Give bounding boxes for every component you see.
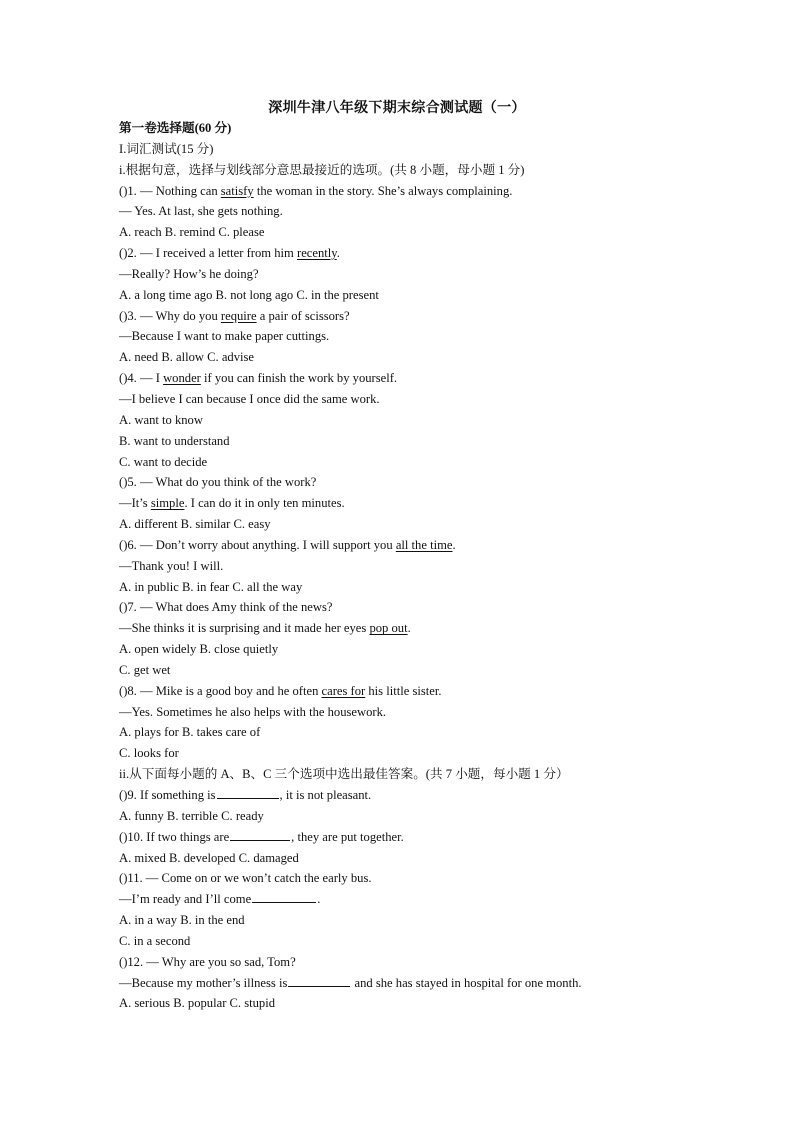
q1-underlined-word: satisfy — [220, 183, 254, 198]
q4-option-a: A. want to know — [119, 412, 203, 427]
q3-text: ()3. — Why do you — [119, 308, 221, 323]
q12-reply-text-end: and she has stayed in hospital for one month. — [351, 975, 582, 990]
q7-reply — [119, 618, 719, 639]
q5-reply — [119, 493, 719, 514]
instruction-ii: ii.从下面每小题的 A、B、C 三个选项中选出最佳答案。(共 7 小题，每小题 1 分） — [119, 767, 569, 782]
q3-options: A. need B. allow C. advise — [119, 350, 255, 365]
q2-reply: —Really? How’s he doing? — [119, 266, 259, 281]
q11-answer-blank[interactable] — [252, 891, 316, 903]
q3-underlined-word: require — [220, 308, 257, 323]
q9-answer-blank[interactable] — [217, 787, 279, 799]
instruction-i: i.根据句意，选择与划线部分意思最接近的选项。(共 8 小题，母小题 1 分) — [119, 162, 525, 177]
q12-reply-text: —Because my mother’s illness is — [119, 975, 288, 990]
q12-answer-blank[interactable] — [288, 975, 350, 987]
q1-text: ()1. — Nothing can — [119, 183, 221, 198]
question-10 — [119, 827, 719, 848]
q2-underlined-word: recently — [297, 246, 337, 261]
q9-options: A. funny B. terrible C. ready — [119, 808, 264, 823]
q10-options: A. mixed B. developed C. damaged — [119, 850, 299, 865]
q5-underlined-word: simple — [150, 496, 185, 511]
q4-option-b: B. want to understand — [119, 433, 230, 448]
question-8 — [119, 681, 719, 702]
q1-options: A. reach B. remind C. please — [119, 225, 265, 240]
question-2 — [119, 243, 719, 264]
q8-text: ()8. — Mike is a good boy and he often — [119, 683, 322, 698]
q7-options-ab: A. open widely B. close quietly — [119, 642, 279, 657]
q11-reply-text-end: . — [317, 892, 321, 907]
q9-text: ()9. If something is — [119, 788, 216, 802]
q5-reply-text-end: . I can do it in only ten minutes. — [184, 496, 345, 511]
q11-option-c: C. in a second — [119, 933, 191, 948]
question-12: ()12. — Why are you so sad, Tom? — [119, 954, 296, 969]
question-5: ()5. — What do you think of the work? — [119, 475, 317, 490]
q4-option-c: C. want to decide — [119, 454, 208, 469]
q1-reply: — Yes. At last, she gets nothing. — [119, 204, 283, 219]
q6-options: A. in public B. in fear C. all the way — [119, 579, 303, 594]
q10-text: ()10. If two things are — [119, 829, 230, 844]
q5-options: A. different B. similar C. easy — [119, 517, 271, 532]
q4-text: ()4. — I — [119, 371, 164, 386]
q6-reply: —Thank you! I will. — [119, 558, 224, 573]
question-3 — [119, 306, 719, 327]
question-6 — [119, 535, 719, 556]
question-7: ()7. — What does Amy think of the news? — [119, 600, 333, 615]
q2-text: ()2. — I received a letter from him — [119, 246, 297, 261]
q11-reply-text: —I’m ready and I’ll come — [119, 892, 252, 907]
q7-reply-text-end: . — [407, 621, 411, 636]
q8-option-c: C. looks for — [119, 746, 179, 761]
page-title: 深圳牛津八年级下期末综合测试题（一） — [268, 101, 526, 116]
q9-text-end: , it is not pleasant. — [279, 788, 372, 802]
q7-underlined-phrase: pop out — [369, 621, 408, 636]
q4-reply: —I believe I can because I once did the same work. — [119, 391, 380, 406]
q12-reply — [119, 973, 719, 994]
q2-options: A. a long time ago B. not long ago C. in the present — [119, 287, 379, 302]
document-body — [119, 118, 719, 1014]
section-heading: 第一卷选择题(60 分) — [119, 121, 232, 135]
question-9 — [119, 785, 719, 806]
q11-reply — [119, 889, 719, 910]
q2-text-end: . — [336, 246, 340, 261]
q6-underlined-phrase: all the time — [395, 537, 453, 552]
q8-reply: —Yes. Sometimes he also helps with the housework. — [119, 704, 387, 719]
q6-text: ()6. — Don’t worry about anything. I will support you — [119, 537, 396, 552]
q7-reply-text: —She thinks it is surprising and it made her eyes — [119, 621, 370, 636]
q7-option-c: C. get wet — [119, 662, 171, 677]
q10-text-end: , they are put together. — [291, 829, 404, 844]
q12-options: A. serious B. popular C. stupid — [119, 996, 276, 1011]
part-heading: I.词汇测试(15 分) — [119, 141, 214, 156]
q4-underlined-word: wonder — [163, 371, 201, 386]
q4-text-end: if you can finish the work by yourself. — [200, 371, 398, 386]
q10-answer-blank[interactable] — [230, 829, 290, 841]
question-4 — [119, 368, 719, 389]
question-11: ()11. — Come on or we won’t catch the early bus. — [119, 871, 372, 886]
q3-text-end: a pair of scissors? — [256, 308, 350, 323]
q5-reply-text: —It’s — [119, 496, 151, 511]
question-1 — [119, 181, 719, 202]
q11-options-ab: A. in a way B. in the end — [119, 913, 245, 928]
q8-text-end: his little sister. — [365, 683, 442, 698]
q8-options-ab: A. plays for B. takes care of — [119, 725, 261, 740]
q1-text-end: the woman in the story. She’s always complaining. — [253, 183, 513, 198]
q8-underlined-phrase: cares for — [321, 683, 366, 698]
q6-text-end: . — [452, 537, 456, 552]
q3-reply: —Because I want to make paper cuttings. — [119, 329, 330, 344]
